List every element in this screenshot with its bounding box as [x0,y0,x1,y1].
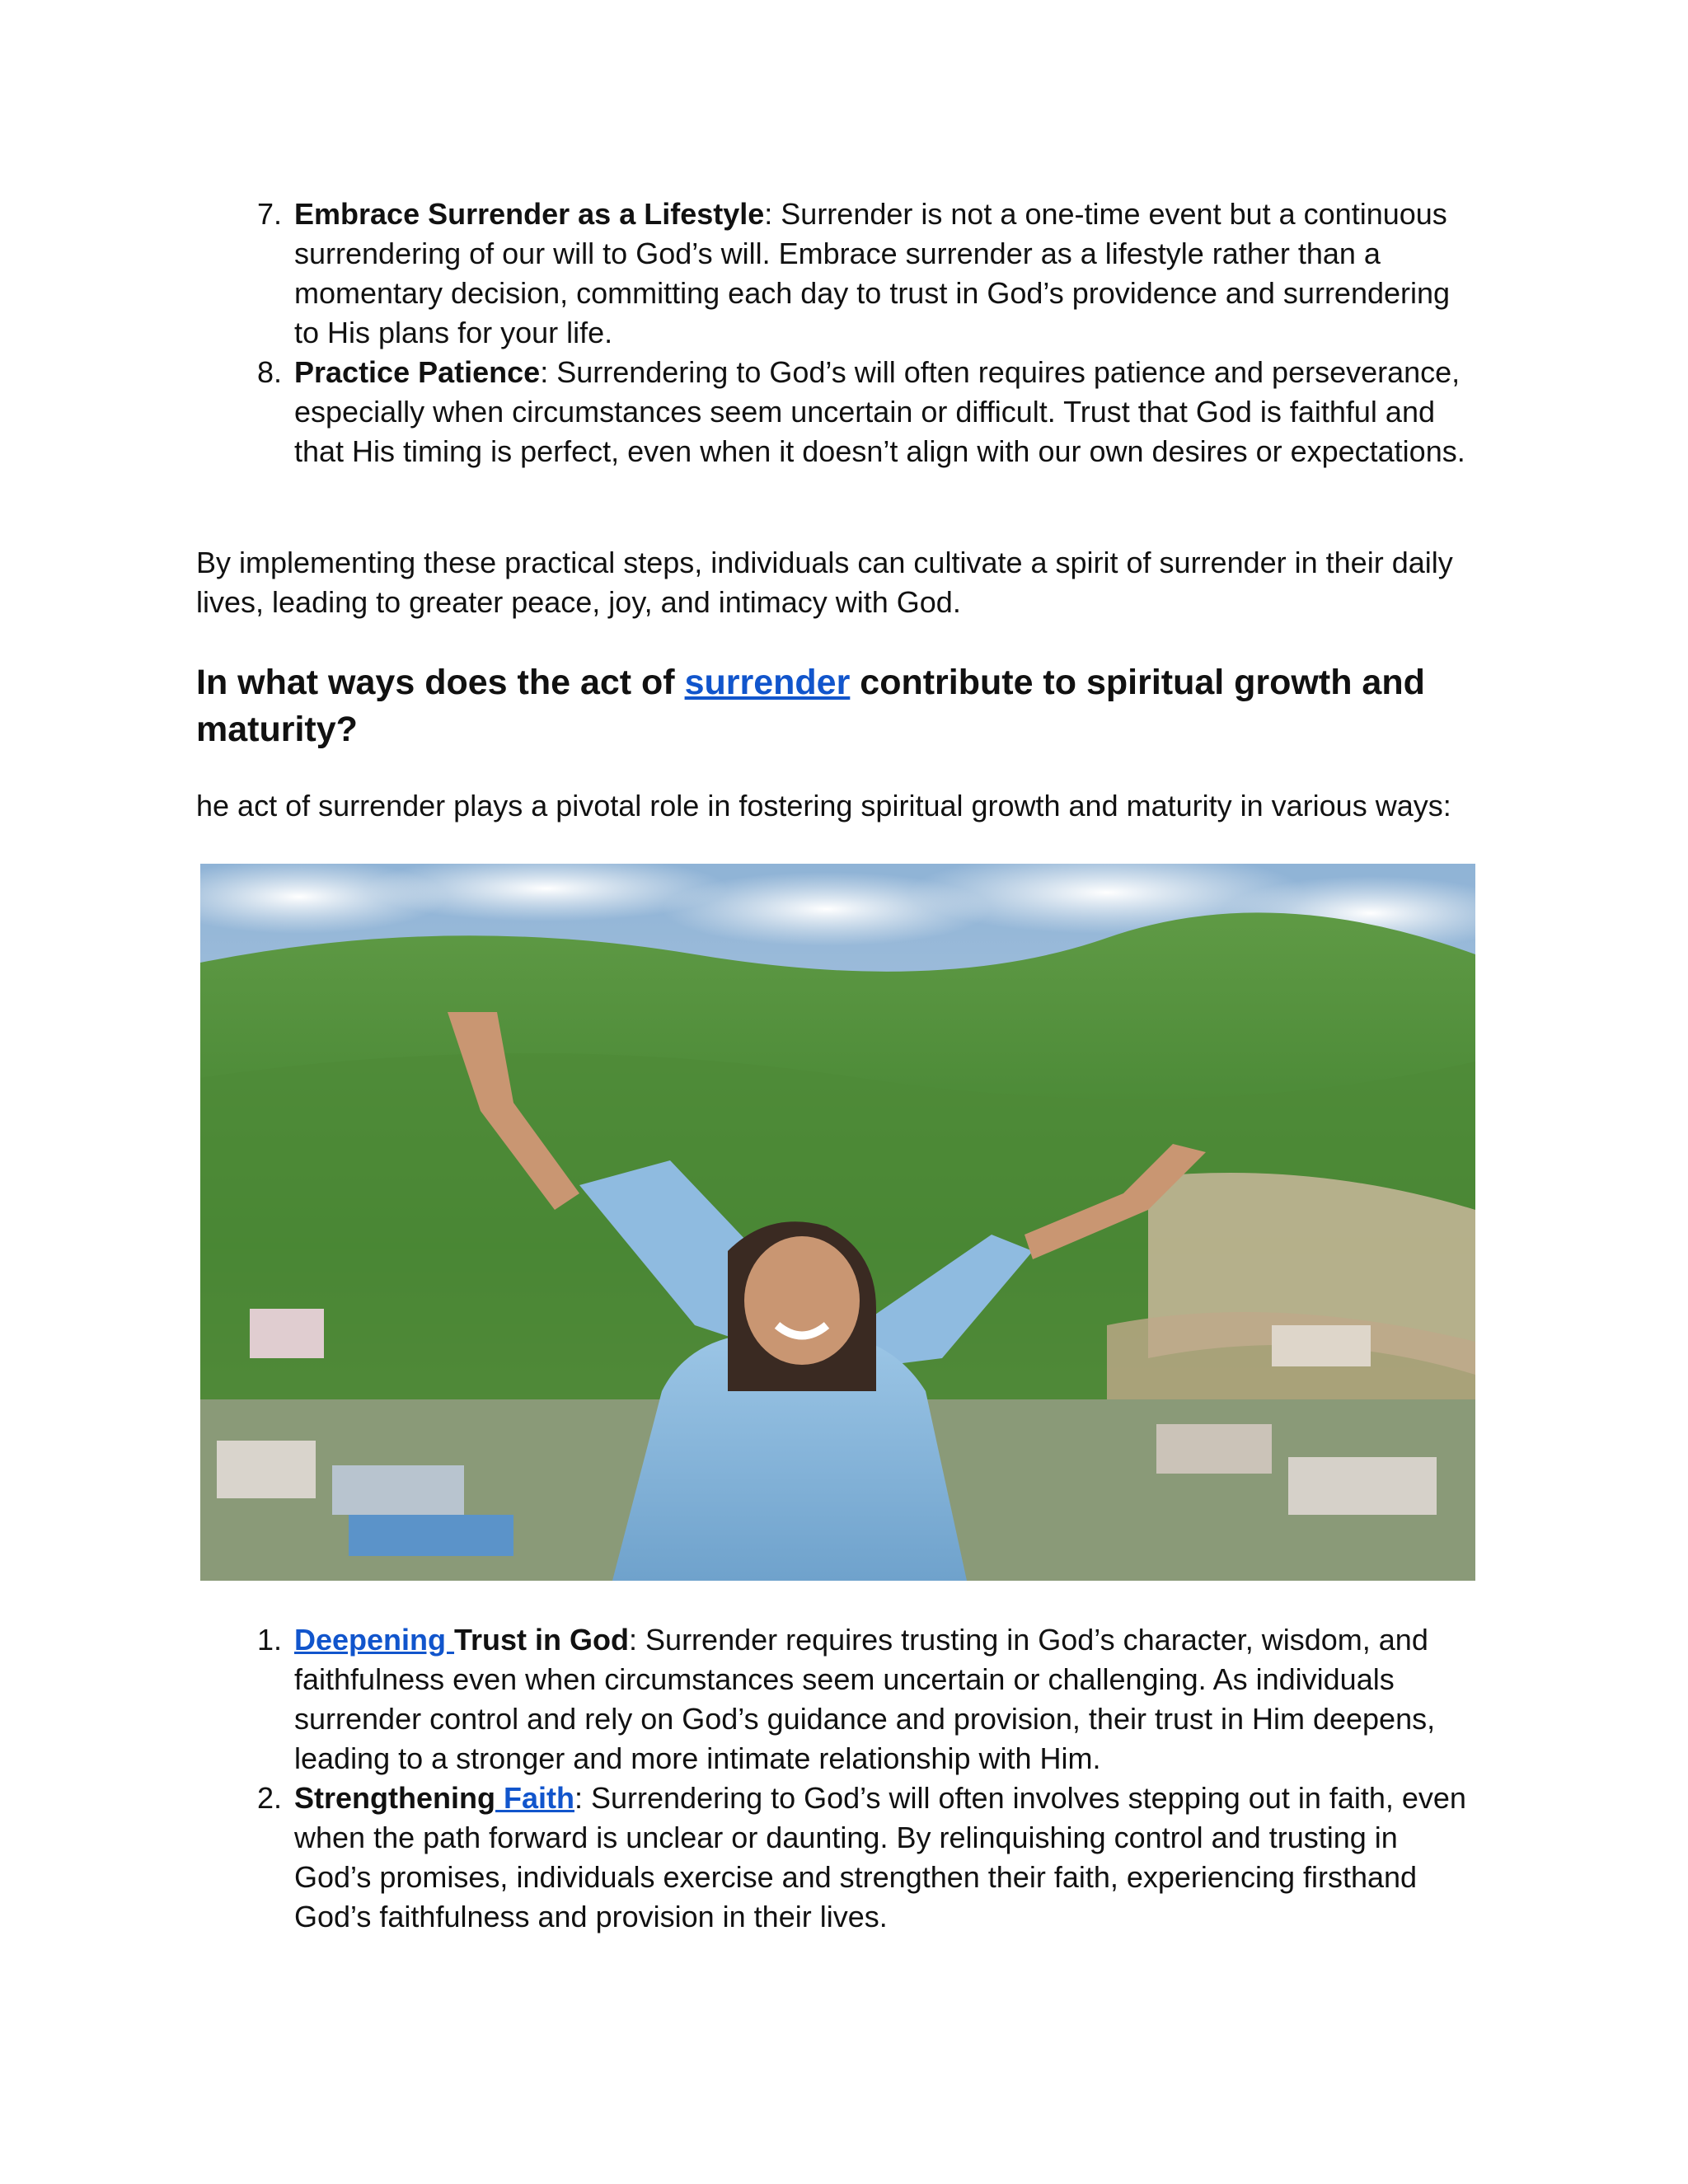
list-item-number: 8. [256,355,282,389]
list-item-text [294,353,1481,471]
section-heading [196,659,1515,753]
list-item-body: : Surrender requires trusting in God’s character, wisdom, and faithfulness even when circumstances seem uncertain or challenging. As individuals surrender control and rely on God’s guidance and provision, their trust in Him deepens, leading to a stronger and more intimate relationship with Him. [294,1623,1436,1775]
list-item-title: Practice Patience [294,355,541,389]
heading-text-before: In what ways does the act of [196,663,685,702]
list-item-text [294,1620,1481,1779]
list-item-number: 2. [256,1781,282,1815]
list-item-body: : Surrendering to God’s will often involves stepping out in faith, even when the path forward is unclear or daunting. By relinquishing control and trusting in God’s promises, individuals exercise and strengthen their faith, experiencing firsthand God’s faithfulness and provision in their lives. [294,1781,1466,1933]
photo-girl-raised-arms [200,864,1475,1581]
heading-surrender-link[interactable]: surrender [684,663,851,702]
deepening-link[interactable]: Deepening [294,1623,455,1657]
list-item-text [294,194,1481,353]
list-item-body: : Surrender is not a one-time event but a continuous surrendering of our will to God’s will. Embrace surrender as a lifestyle rather than a momentary decision, committing each day to trust in God’s providence and surrendering to His plans for your life. [294,197,1451,349]
list-item-number: 7. [256,197,282,231]
list-item-title: Trust in God [454,1623,630,1657]
faith-link[interactable]: Faith [495,1781,574,1815]
list-item-number: 1. [256,1623,282,1657]
list-item-title: Embrace Surrender as a Lifestyle [294,197,765,231]
intro-paragraph: he act of surrender plays a pivotal role in fostering spiritual growth and maturity in various ways: [196,789,1451,823]
list-item-body: : Surrendering to God’s will often requires patience and perseverance, especially when circumstances seem uncertain or difficult. Trust that God is faithful and that His timing is perfect, even when it doesn’t align with our own desires or expectations. [294,355,1465,468]
heading-text-after: contribute to spiritual growth and maturity? [196,663,1425,749]
list-item-title: Strengthening [294,1781,495,1815]
closing-paragraph: By implementing these practical steps, individuals can cultivate a spirit of surrender in their daily lives, leading to greater peace, joy, and intimacy with God. [196,546,1453,619]
list-item-text [294,1779,1481,1937]
